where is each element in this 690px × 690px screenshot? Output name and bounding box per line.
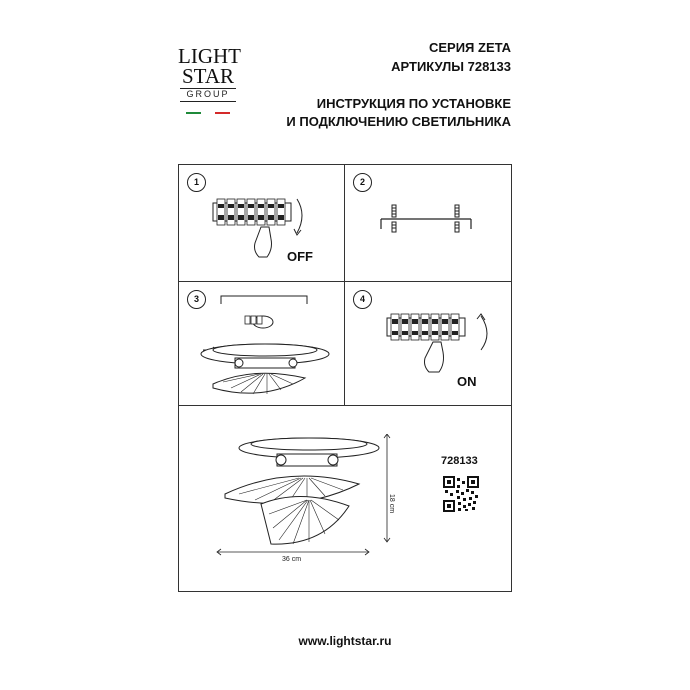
lamp-icon [183,292,343,404]
qr-code-icon [443,476,479,512]
off-label: OFF [287,249,313,264]
instruction-grid [178,164,512,592]
hand-icon [255,227,272,257]
step-2-panel [345,165,512,281]
logo-line-1: LIGHT [178,44,241,68]
logo-line-2: STAR [182,64,234,88]
step-3-panel [179,282,344,405]
instruction-title-line-1: ИНСТРУКЦИЯ ПО УСТАНОВКЕ [316,96,511,111]
step-number: 1 [187,173,206,192]
flag-white [201,112,216,114]
logo-line-3: GROUP [186,89,230,99]
product-panel [179,406,512,592]
step-number: 4 [353,290,372,309]
hand-icon [425,342,444,372]
product-article: 728133 [441,455,478,467]
step-number: 2 [353,173,372,192]
step-number: 3 [187,290,206,309]
article-numbers: АРТИКУЛЫ 728133 [391,59,511,74]
width-dimension: 36 cm [282,556,302,563]
on-label: ON [457,374,477,389]
lamp-icon [209,434,399,562]
website-link[interactable]: www.lightstar.ru [298,634,392,648]
screw-icon [375,195,485,245]
flag-green [186,112,201,114]
brand-logo [178,42,241,120]
instruction-title-line-2: И ПОДКЛЮЧЕНИЮ СВЕТИЛЬНИКА [286,114,511,129]
breaker-icon [385,306,505,376]
italian-flag-stripe [186,112,230,114]
step-4-panel [345,282,512,405]
step-1-panel [179,165,344,281]
height-dimension: 18 cm [388,494,395,514]
flag-red [215,112,230,114]
logo-rule-bottom [180,101,236,102]
series-title: СЕРИЯ ZETA [428,40,511,55]
